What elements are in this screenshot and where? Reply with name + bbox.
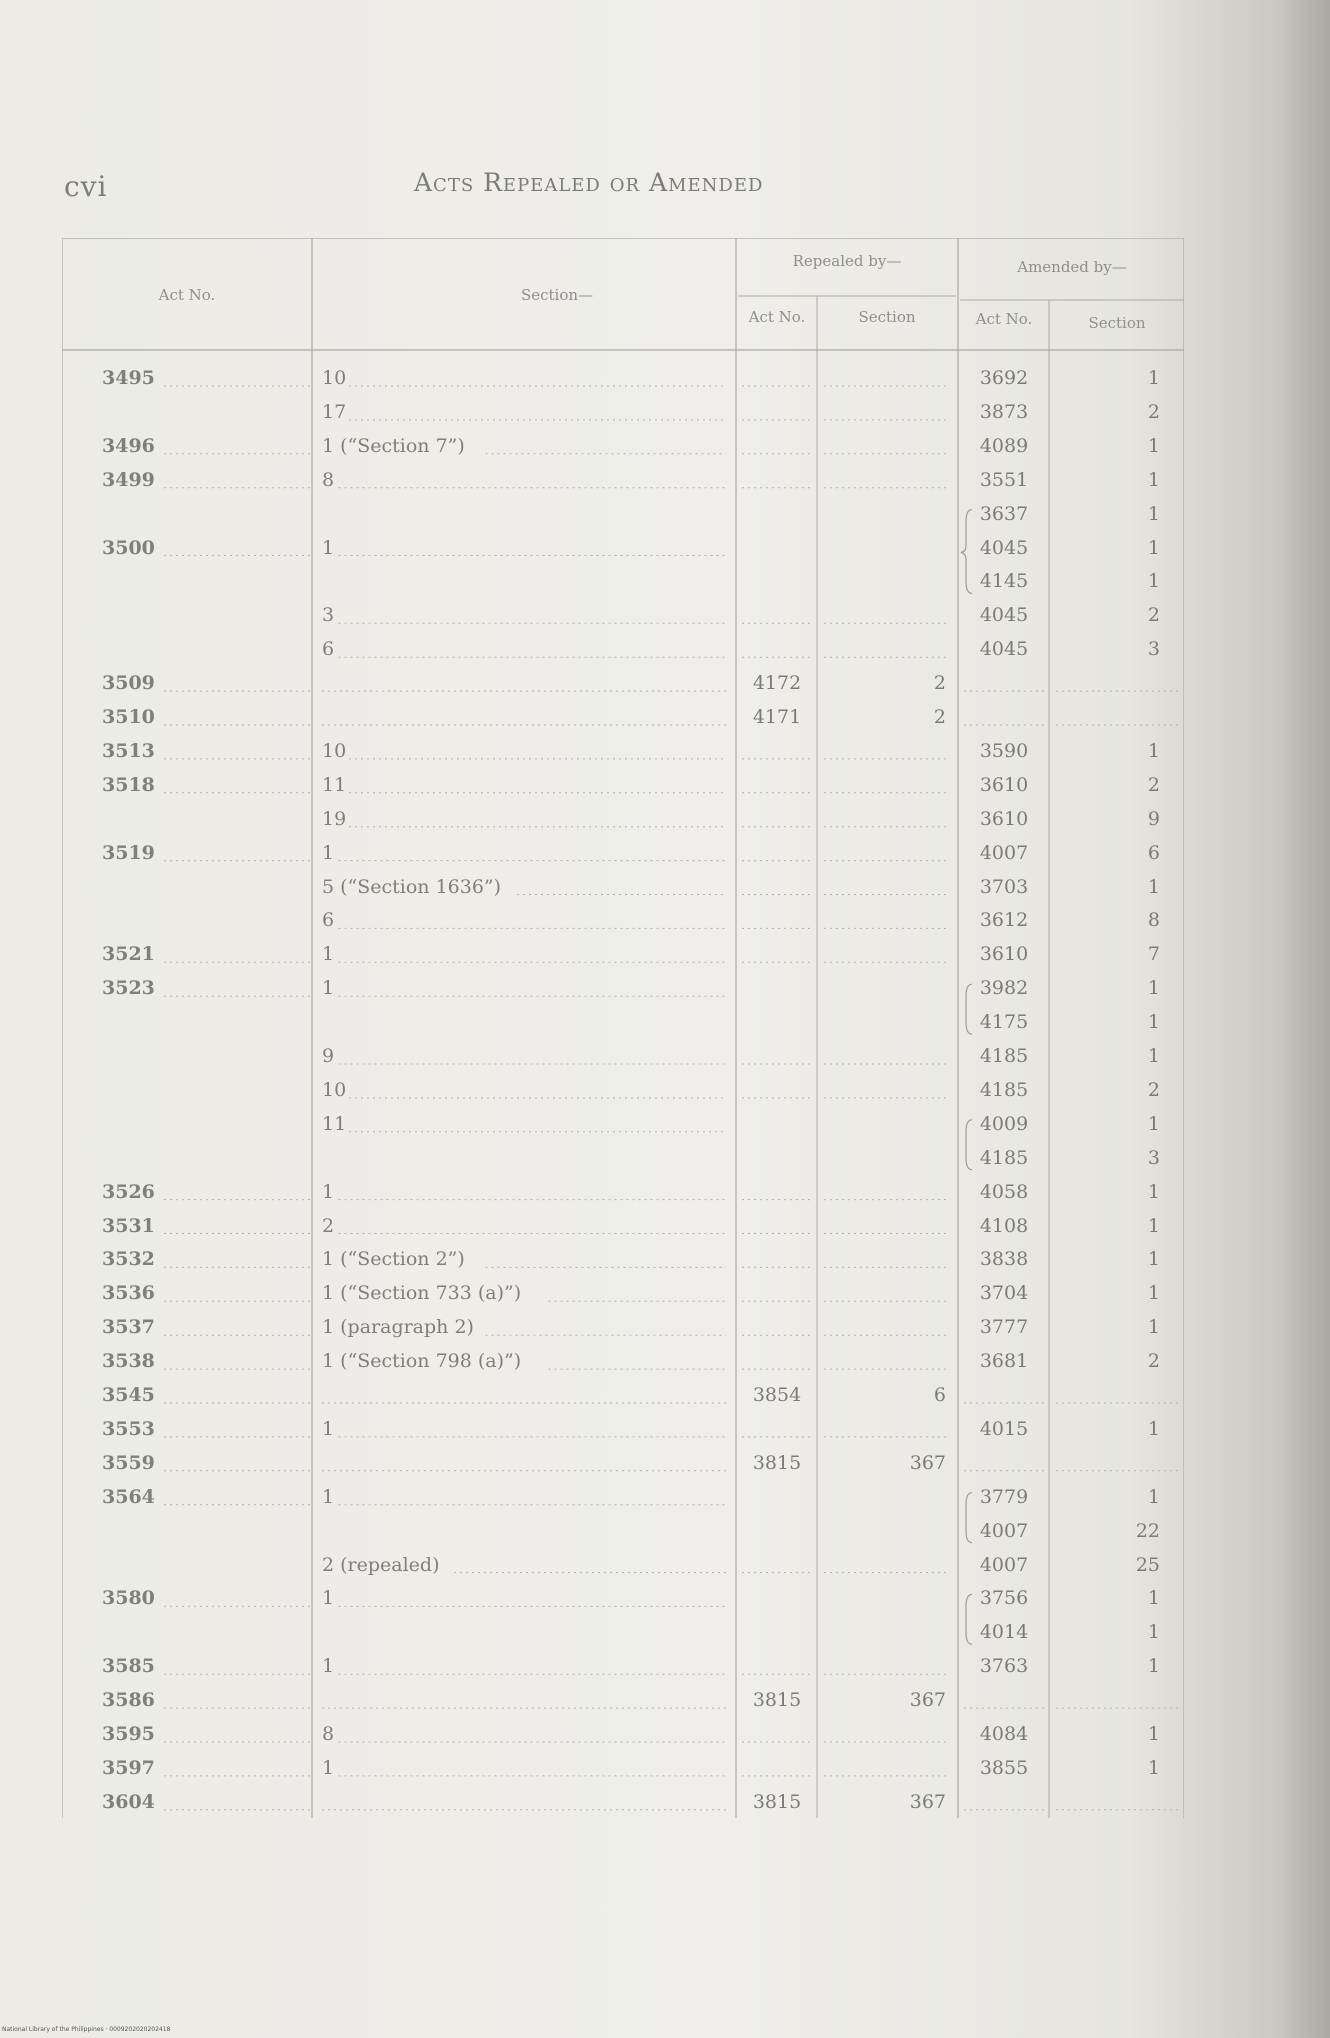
amended-act-no: 3610 (979, 943, 1029, 966)
header-amended-by: Amended by— (1017, 258, 1127, 276)
amended-section: 1 (1147, 468, 1160, 491)
table-row (62, 1383, 1184, 1417)
amended-act-no: 3637 (979, 502, 1029, 525)
act-number: 3521 (102, 943, 155, 966)
act-number: 3499 (102, 468, 155, 491)
repealed-section: 367 (909, 1689, 946, 1712)
page-number: cvi (64, 170, 108, 203)
table-row (62, 400, 1184, 434)
section-ref: 1 (322, 1587, 335, 1610)
amended-section: 2 (1147, 400, 1160, 423)
amended-act-no: 3763 (979, 1655, 1029, 1678)
table-row (62, 1586, 1184, 1620)
amended-section: 1 (1147, 1011, 1160, 1034)
amended-section: 8 (1147, 909, 1160, 932)
section-ref: 1 (322, 943, 335, 966)
table-row (62, 434, 1184, 468)
section-ref: 19 (322, 807, 347, 830)
act-number: 3513 (102, 739, 155, 762)
table-row (62, 536, 1184, 570)
amended-section: 1 (1147, 977, 1160, 1000)
amended-section: 1 (1147, 1316, 1160, 1339)
section-ref: 17 (322, 400, 347, 423)
amended-act-no: 4084 (979, 1723, 1029, 1745)
table-row (62, 705, 1184, 739)
amended-section: 1 (1147, 1282, 1160, 1305)
amended-act-no: 4007 (979, 1519, 1029, 1542)
section-ref: 11 (322, 773, 347, 796)
section-ref: 10 (322, 739, 347, 762)
act-number: 3580 (102, 1587, 155, 1610)
amended-section: 1 (1147, 1723, 1160, 1745)
amended-act-no: 3756 (979, 1587, 1029, 1610)
table-row (62, 1349, 1184, 1383)
amended-act-no: 3704 (979, 1282, 1029, 1305)
table-row (62, 739, 1184, 773)
section-ref: 1 (“Section 2”) (322, 1248, 465, 1271)
table-row (62, 1214, 1184, 1248)
act-number: 3595 (102, 1723, 155, 1745)
amended-act-no: 3692 (979, 367, 1029, 389)
table-row (62, 976, 1184, 1010)
act-number: 3496 (102, 434, 155, 457)
amended-section: 2 (1147, 604, 1160, 627)
table-row (62, 468, 1184, 502)
act-number: 3510 (102, 706, 155, 728)
section-ref: 1 (“Section 798 (a)”) (322, 1350, 522, 1373)
repealed-act-no: 4172 (752, 672, 802, 695)
act-number: 3545 (102, 1384, 155, 1406)
section-ref: 1 (322, 1180, 335, 1203)
amended-act-no: 4185 (979, 1078, 1029, 1101)
table-row (62, 671, 1184, 705)
table-row (62, 908, 1184, 942)
repealed-act-no: 3815 (752, 1451, 802, 1474)
header-repealed-section: Section (858, 308, 916, 326)
section-ref: 1 (322, 536, 335, 559)
amended-act-no: 4089 (979, 434, 1029, 457)
section-ref: 1 (“Section 733 (a)”) (322, 1282, 522, 1305)
amended-act-no: 3777 (979, 1316, 1029, 1339)
table-row (62, 569, 1184, 603)
section-ref: 1 (paragraph 2) (322, 1316, 474, 1339)
page-title: Acts Repealed or Amended (414, 168, 764, 197)
amended-section: 1 (1147, 570, 1160, 593)
table-row (62, 773, 1184, 807)
table-row (62, 807, 1184, 841)
amended-section: 3 (1147, 638, 1160, 661)
amended-act-no: 3590 (979, 739, 1029, 762)
section-ref: 1 (322, 977, 335, 1000)
amended-section: 1 (1147, 739, 1160, 762)
table-row (62, 1620, 1184, 1654)
table-row (62, 1010, 1184, 1044)
act-number: 3523 (102, 977, 155, 1000)
amended-act-no: 4175 (979, 1011, 1029, 1034)
amended-act-no: 4185 (979, 1146, 1029, 1169)
act-number: 3518 (102, 773, 155, 796)
amended-act-no: 3873 (979, 400, 1029, 423)
amended-act-no: 4045 (979, 638, 1029, 661)
header-repealed-by: Repealed by— (792, 252, 902, 270)
amended-act-no: 4108 (979, 1214, 1029, 1237)
header-section: Section— (520, 286, 594, 304)
amended-section: 1 (1147, 1112, 1160, 1135)
amended-act-no: 3681 (979, 1350, 1029, 1373)
table-row (62, 1315, 1184, 1349)
table-row (62, 1146, 1184, 1180)
act-number: 3597 (102, 1756, 155, 1779)
act-number: 3526 (102, 1180, 155, 1203)
section-ref: 9 (322, 1045, 335, 1067)
table-row (62, 1790, 1184, 1824)
table-row (62, 1078, 1184, 1112)
header-amended-act-no: Act No. (975, 310, 1033, 328)
section-ref: 3 (322, 604, 335, 627)
amended-act-no: 3779 (979, 1485, 1029, 1508)
amended-act-no: 3551 (979, 468, 1029, 491)
repealed-section: 2 (933, 672, 946, 695)
repealed-act-no: 3815 (752, 1790, 802, 1813)
act-number: 3519 (102, 841, 155, 864)
amended-section: 1 (1147, 1587, 1160, 1610)
section-ref: 6 (322, 638, 335, 661)
table-row (62, 1654, 1184, 1688)
act-number: 3495 (102, 367, 155, 389)
table-row (62, 637, 1184, 671)
section-ref: 2 (322, 1214, 335, 1237)
amended-section: 1 (1147, 1045, 1160, 1067)
act-number: 3585 (102, 1655, 155, 1678)
table-row (62, 1688, 1184, 1722)
amended-section: 2 (1147, 773, 1160, 796)
table-row (62, 1247, 1184, 1281)
table-row (62, 1417, 1184, 1451)
table-row (62, 366, 1184, 400)
repealed-section: 2 (933, 706, 946, 728)
amended-section: 1 (1147, 1756, 1160, 1779)
repealed-section: 367 (909, 1790, 946, 1813)
table-row (62, 841, 1184, 875)
table-row (62, 875, 1184, 909)
amended-act-no: 4009 (979, 1112, 1029, 1135)
repealed-act-no: 4171 (752, 706, 802, 728)
amended-act-no: 4045 (979, 536, 1029, 559)
header-amended-section: Section (1088, 314, 1146, 332)
header-act-no: Act No. (158, 286, 216, 304)
section-ref: 8 (322, 1723, 335, 1745)
amended-section: 1 (1147, 875, 1160, 898)
amended-act-no: 3610 (979, 807, 1029, 830)
amended-section: 1 (1147, 502, 1160, 525)
amended-act-no: 4007 (979, 1553, 1029, 1576)
amended-section: 1 (1147, 1655, 1160, 1678)
amended-act-no: 4058 (979, 1180, 1029, 1203)
table-row (62, 1451, 1184, 1485)
section-ref: 6 (322, 909, 335, 932)
amended-act-no: 3610 (979, 773, 1029, 796)
repealed-section: 367 (909, 1451, 946, 1474)
table-row (62, 603, 1184, 637)
section-ref: 10 (322, 1078, 347, 1101)
act-number: 3536 (102, 1282, 155, 1305)
table-row (62, 1485, 1184, 1519)
act-number: 3538 (102, 1350, 155, 1373)
repealed-section: 6 (933, 1384, 946, 1406)
table-row (62, 1044, 1184, 1078)
amended-section: 3 (1147, 1146, 1160, 1169)
section-ref: 1 (“Section 7”) (322, 434, 465, 457)
amended-act-no: 4145 (979, 570, 1029, 593)
amended-section: 25 (1135, 1553, 1160, 1576)
amended-section: 1 (1147, 1417, 1160, 1440)
table-row (62, 942, 1184, 976)
act-number: 3553 (102, 1417, 155, 1440)
library-footer-note: National Library of the Philippines · 0009202020202418 (2, 2026, 171, 2033)
section-ref: 1 (322, 1417, 335, 1440)
amended-section: 7 (1147, 943, 1160, 966)
section-ref: 11 (322, 1112, 347, 1135)
amended-act-no: 4014 (979, 1621, 1029, 1644)
amended-act-no: 3612 (979, 909, 1029, 932)
amended-section: 1 (1147, 367, 1160, 389)
act-number: 3564 (102, 1485, 155, 1508)
act-number: 3604 (102, 1790, 155, 1813)
section-ref: 2 (repealed) (322, 1553, 440, 1576)
amended-section: 1 (1147, 536, 1160, 559)
section-ref: 1 (322, 841, 335, 864)
act-number: 3509 (102, 672, 155, 695)
acts-table (62, 238, 1184, 1818)
amended-act-no: 4045 (979, 604, 1029, 627)
amended-section: 22 (1135, 1519, 1160, 1542)
amended-section: 1 (1147, 1214, 1160, 1237)
act-number: 3559 (102, 1451, 155, 1474)
amended-act-no: 3703 (979, 875, 1029, 898)
act-number: 3537 (102, 1316, 155, 1339)
table-row (62, 1281, 1184, 1315)
amended-act-no: 3982 (979, 977, 1029, 1000)
section-ref: 8 (322, 468, 335, 491)
amended-act-no: 3855 (979, 1756, 1029, 1779)
amended-section: 1 (1147, 1248, 1160, 1271)
section-ref: 10 (322, 367, 347, 389)
amended-act-no: 4007 (979, 841, 1029, 864)
amended-section: 2 (1147, 1350, 1160, 1373)
amended-act-no: 3838 (979, 1248, 1029, 1271)
act-number: 3586 (102, 1689, 155, 1712)
act-number: 3500 (102, 536, 155, 559)
amended-section: 9 (1147, 807, 1160, 830)
amended-section: 2 (1147, 1078, 1160, 1101)
act-number: 3531 (102, 1214, 155, 1237)
table-row (62, 1519, 1184, 1553)
amended-act-no: 4015 (979, 1417, 1029, 1440)
table-row (62, 502, 1184, 536)
amended-section: 1 (1147, 434, 1160, 457)
amended-section: 1 (1147, 1485, 1160, 1508)
act-number: 3532 (102, 1248, 155, 1271)
section-ref: 1 (322, 1655, 335, 1678)
amended-section: 6 (1147, 841, 1160, 864)
header-repealed-act-no: Act No. (748, 308, 806, 326)
repealed-act-no: 3815 (752, 1689, 802, 1712)
table-row (62, 1112, 1184, 1146)
table-row (62, 1553, 1184, 1587)
repealed-act-no: 3854 (752, 1384, 802, 1406)
section-ref: 1 (322, 1756, 335, 1779)
section-ref: 5 (“Section 1636”) (322, 875, 502, 898)
amended-section: 1 (1147, 1180, 1160, 1203)
section-ref: 1 (322, 1485, 335, 1508)
amended-section: 1 (1147, 1621, 1160, 1644)
table-row (62, 1180, 1184, 1214)
table-row (62, 1722, 1184, 1756)
amended-act-no: 4185 (979, 1045, 1029, 1067)
table-row (62, 1756, 1184, 1790)
